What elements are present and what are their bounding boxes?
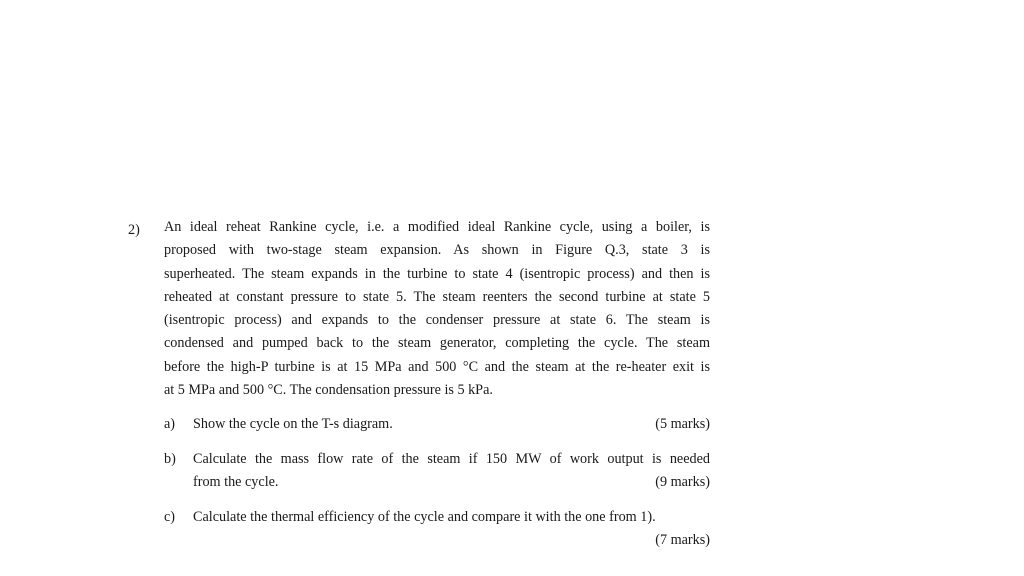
part-text (193, 413, 710, 436)
part-text-line: Calculate the mass flow rate of the steam if 150 MW of work output is needed (193, 451, 710, 467)
part-text-line: from the cycle. (193, 474, 279, 491)
part-label: c) (164, 509, 176, 525)
question-body-line: (isentropic process) and expands to the condenser pressure at state 6. The steam is (164, 312, 710, 329)
part-c (164, 506, 710, 554)
question-body-line: reheated at constant pressure to state 5. The steam reenters the second turbine at state 5 (164, 288, 710, 305)
part-label: a) (164, 416, 176, 432)
part-label: b) (164, 451, 176, 467)
part-marks: (5 marks) (655, 416, 710, 432)
part-marks: (7 marks) (655, 532, 710, 549)
part-marks: (9 marks) (655, 474, 710, 491)
question-body-line: at 5 MPa and 500 °C. The condensation pressure is 5 kPa. (164, 382, 493, 399)
question-number: 2) (128, 222, 140, 238)
question-body-line: condensed and pumped back to the steam generator, completing the cycle. The steam (164, 335, 710, 352)
part-text-line: Calculate the thermal efficiency of the cycle and compare it with the one from 1). (193, 509, 656, 525)
question-body-line: An ideal reheat Rankine cycle, i.e. a modified ideal Rankine cycle, using a boiler, is (164, 219, 710, 235)
part-text (193, 448, 710, 495)
part-b (164, 448, 710, 496)
question-body-line: superheated. The steam expands in the turbine to state 4 (isentropic process) and then is (164, 265, 710, 282)
part-a (164, 413, 710, 437)
question-body (164, 216, 710, 402)
question-body-line: before the high-P turbine is at 15 MPa and 500 °C and the steam at the re-heater exit is (164, 358, 710, 375)
part-text-line: Show the cycle on the T-s diagram. (193, 416, 393, 432)
part-text (193, 506, 710, 529)
question-body-line: proposed with two-stage steam expansion. As shown in Figure Q.3, state 3 is (164, 242, 710, 259)
